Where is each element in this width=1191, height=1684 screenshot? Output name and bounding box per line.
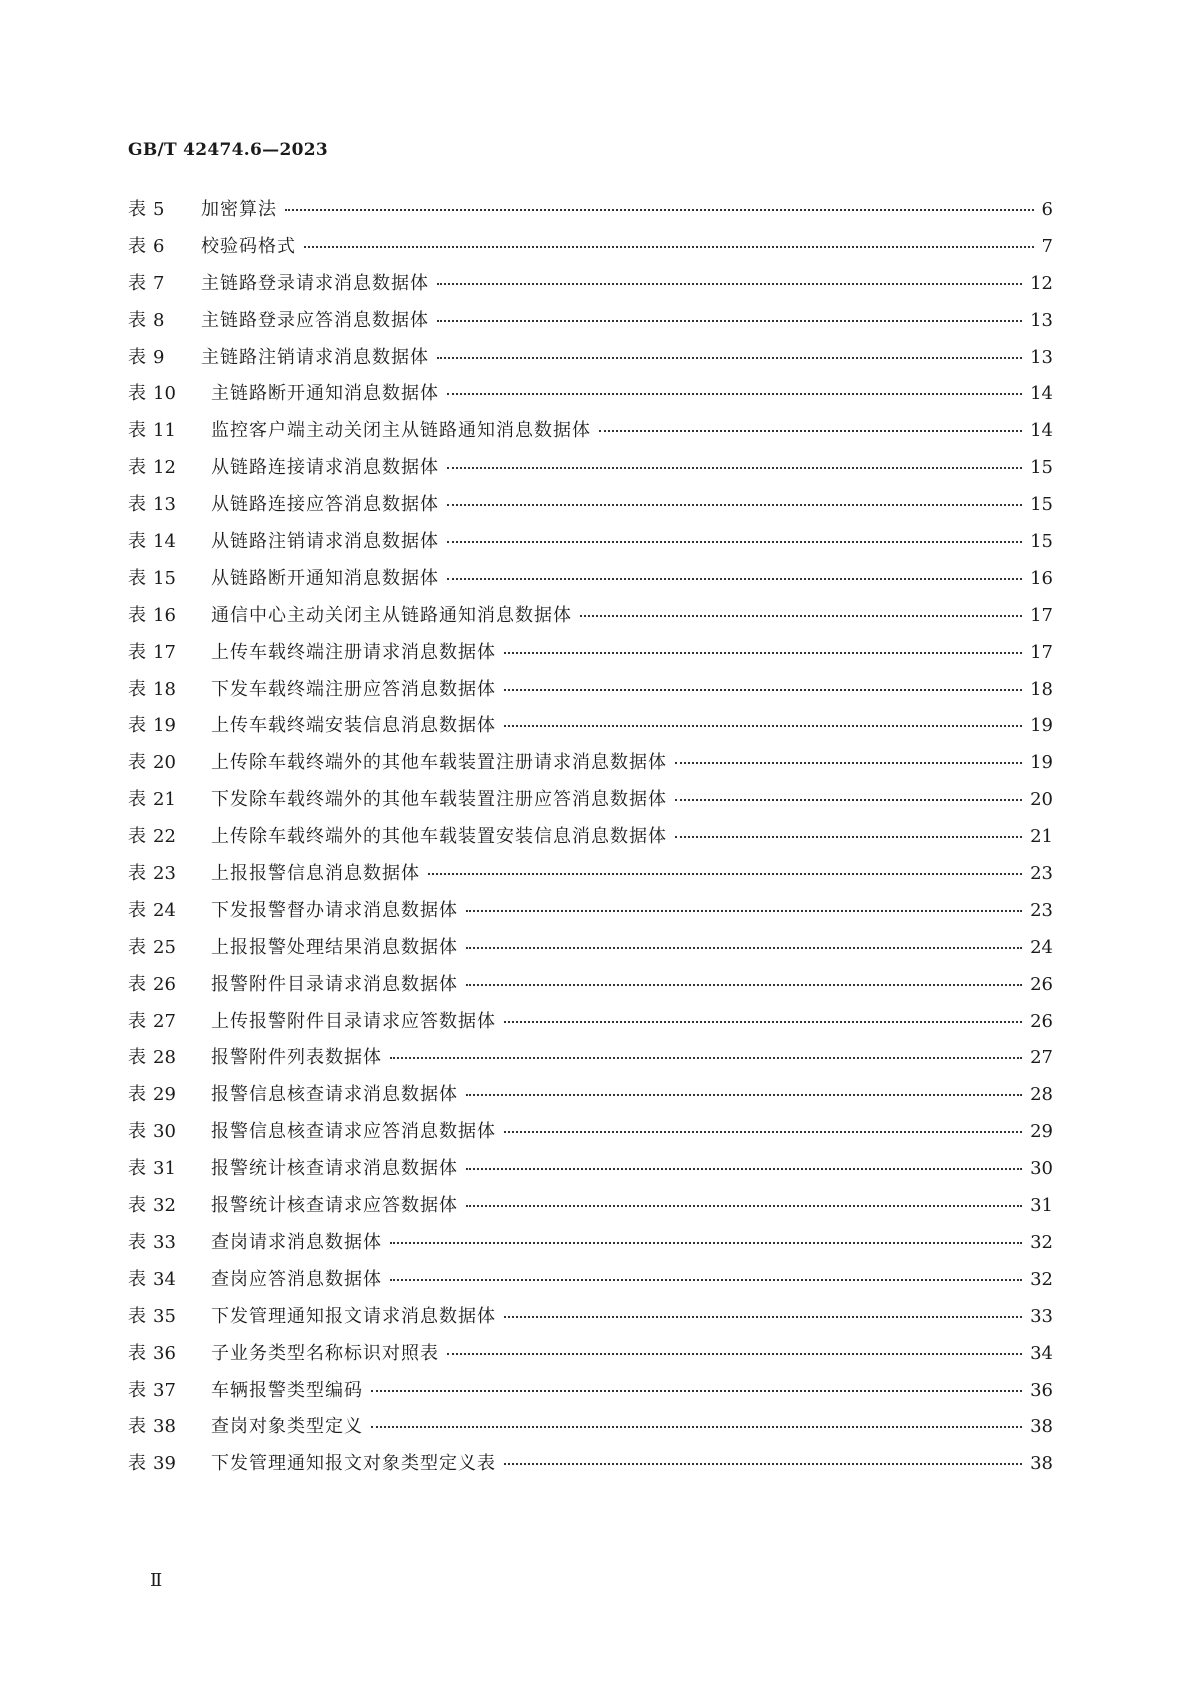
toc-entry[interactable] xyxy=(128,933,1053,970)
toc-entry-number: 9 xyxy=(153,346,165,368)
toc-entry-page: 19 xyxy=(1030,752,1053,774)
toc-entry-number: 5 xyxy=(153,199,165,220)
toc-entry-title: 主链路注销请求消息数据体 xyxy=(201,346,429,368)
toc-entry-page: 28 xyxy=(1030,1084,1053,1106)
toc-entry[interactable] xyxy=(128,1191,1053,1228)
toc-leader-dots xyxy=(504,1316,1022,1318)
toc-leader-dots xyxy=(675,799,1022,801)
toc-entry-number: 25 xyxy=(153,936,176,958)
toc-entry-prefix: 表 xyxy=(128,1047,147,1069)
toc-entry[interactable] xyxy=(128,490,1053,527)
toc-entry[interactable] xyxy=(128,343,1053,380)
toc-entry-page: 14 xyxy=(1030,383,1053,405)
toc-leader-dots xyxy=(447,504,1022,506)
toc-entry-title: 主链路登录应答消息数据体 xyxy=(201,309,429,331)
toc-entry[interactable] xyxy=(128,1154,1053,1191)
toc-leader-dots xyxy=(447,393,1022,395)
toc-leader-dots xyxy=(466,910,1022,912)
toc-leader-dots xyxy=(371,1426,1022,1428)
toc-entry-title: 上传车载终端安装信息消息数据体 xyxy=(211,715,496,737)
toc-entry-prefix: 表 xyxy=(128,715,147,737)
toc-entry-prefix: 表 xyxy=(128,346,147,368)
toc-entry-title: 查岗请求消息数据体 xyxy=(211,1231,382,1253)
toc-entry-title: 上传报警附件目录请求应答数据体 xyxy=(211,1010,496,1032)
toc-entry-page: 17 xyxy=(1030,641,1053,663)
toc-entry-number: 31 xyxy=(153,1158,176,1180)
toc-leader-dots xyxy=(504,1131,1022,1133)
toc-leader-dots xyxy=(304,246,1034,248)
toc-entry-prefix: 表 xyxy=(128,420,147,442)
toc-leader-dots xyxy=(437,320,1022,322)
toc-leader-dots xyxy=(447,578,1022,580)
toc-entry-prefix: 表 xyxy=(128,494,147,516)
toc-entry-number: 29 xyxy=(153,1084,176,1106)
toc-entry-prefix: 表 xyxy=(128,973,147,995)
toc-entry-title: 从链路连接应答消息数据体 xyxy=(211,494,439,516)
toc-entry-prefix: 表 xyxy=(128,1084,147,1106)
toc-leader-dots xyxy=(428,873,1022,875)
toc-entry[interactable] xyxy=(128,269,1053,306)
toc-entry-prefix: 表 xyxy=(128,1305,147,1327)
toc-entry-number: 7 xyxy=(153,272,165,294)
table-of-tables xyxy=(128,195,1053,1486)
toc-entry-prefix: 表 xyxy=(128,789,147,811)
toc-entry-page: 6 xyxy=(1041,199,1053,220)
toc-entry-number: 28 xyxy=(153,1047,176,1069)
toc-leader-dots xyxy=(466,984,1022,986)
toc-leader-dots xyxy=(504,689,1022,691)
toc-entry-title: 通信中心主动关闭主从链路通知消息数据体 xyxy=(211,604,572,626)
toc-entry[interactable] xyxy=(128,822,1053,859)
toc-leader-dots xyxy=(390,1057,1022,1059)
toc-entry-prefix: 表 xyxy=(128,309,147,331)
toc-entry-title: 查岗对象类型定义 xyxy=(211,1416,363,1438)
toc-entry-number: 35 xyxy=(153,1305,176,1327)
toc-leader-dots xyxy=(504,1021,1022,1023)
toc-leader-dots xyxy=(437,357,1022,359)
toc-entry-prefix: 表 xyxy=(128,1342,147,1364)
toc-entry-prefix: 表 xyxy=(128,457,147,479)
toc-entry-title: 从链路注销请求消息数据体 xyxy=(211,531,439,553)
toc-entry-page: 20 xyxy=(1030,789,1053,811)
toc-entry-number: 37 xyxy=(153,1379,176,1401)
toc-entry-number: 21 xyxy=(153,789,176,811)
toc-entry-page: 30 xyxy=(1030,1158,1053,1180)
toc-entry-number: 24 xyxy=(153,899,176,921)
toc-entry-number: 13 xyxy=(153,494,176,516)
toc-entry-page: 32 xyxy=(1030,1231,1053,1253)
toc-entry-page: 38 xyxy=(1030,1453,1053,1475)
toc-entry[interactable] xyxy=(128,1376,1053,1413)
toc-entry[interactable] xyxy=(128,1080,1053,1117)
toc-entry-title: 报警统计核查请求消息数据体 xyxy=(211,1158,458,1180)
toc-entry[interactable] xyxy=(128,675,1053,712)
toc-entry-prefix: 表 xyxy=(128,1416,147,1438)
toc-entry[interactable] xyxy=(128,711,1053,748)
toc-entry-title: 报警信息核查请求消息数据体 xyxy=(211,1084,458,1106)
toc-leader-dots xyxy=(466,1205,1022,1207)
toc-entry-page: 38 xyxy=(1030,1416,1053,1438)
toc-entry-number: 14 xyxy=(153,531,176,553)
toc-entry-number: 26 xyxy=(153,973,176,995)
toc-entry-page: 23 xyxy=(1030,899,1053,921)
toc-entry-prefix: 表 xyxy=(128,604,147,626)
toc-entry-title: 报警统计核查请求应答数据体 xyxy=(211,1195,458,1217)
toc-entry[interactable] xyxy=(128,601,1053,638)
toc-leader-dots xyxy=(675,762,1022,764)
toc-entry[interactable] xyxy=(128,195,1053,232)
toc-entry-page: 13 xyxy=(1030,346,1053,368)
toc-entry-page: 33 xyxy=(1030,1305,1053,1327)
toc-entry-number: 34 xyxy=(153,1268,176,1290)
toc-entry[interactable] xyxy=(128,306,1053,343)
toc-entry-prefix: 表 xyxy=(128,1453,147,1475)
toc-entry-title: 报警附件目录请求消息数据体 xyxy=(211,973,458,995)
toc-entry-page: 14 xyxy=(1030,420,1053,442)
toc-entry-page: 19 xyxy=(1030,715,1053,737)
toc-entry-title: 下发管理通知报文对象类型定义表 xyxy=(211,1453,496,1475)
toc-entry-page: 13 xyxy=(1030,309,1053,331)
toc-entry-title: 监控客户端主动关闭主从链路通知消息数据体 xyxy=(211,420,591,442)
toc-entry[interactable] xyxy=(128,564,1053,601)
toc-entry[interactable] xyxy=(128,416,1053,453)
toc-entry-page: 18 xyxy=(1030,678,1053,700)
toc-entry-number: 38 xyxy=(153,1416,176,1438)
toc-entry-page: 16 xyxy=(1030,567,1053,589)
toc-entry-title: 主链路断开通知消息数据体 xyxy=(211,383,439,405)
toc-entry-prefix: 表 xyxy=(128,936,147,958)
toc-entry[interactable] xyxy=(128,1117,1053,1154)
toc-entry-prefix: 表 xyxy=(128,1121,147,1143)
toc-leader-dots xyxy=(447,467,1022,469)
toc-entry[interactable] xyxy=(128,1302,1053,1339)
toc-entry-page: 26 xyxy=(1030,973,1053,995)
toc-entry-number: 19 xyxy=(153,715,176,737)
toc-entry-number: 33 xyxy=(153,1231,176,1253)
toc-leader-dots xyxy=(466,1168,1022,1170)
toc-entry-title: 上报报警处理结果消息数据体 xyxy=(211,936,458,958)
toc-entry-page: 21 xyxy=(1030,826,1053,848)
toc-entry[interactable] xyxy=(128,638,1053,675)
toc-entry-prefix: 表 xyxy=(128,567,147,589)
toc-entry[interactable] xyxy=(128,1265,1053,1302)
toc-entry-number: 39 xyxy=(153,1453,176,1475)
toc-entry[interactable] xyxy=(128,1007,1053,1044)
toc-entry-prefix: 表 xyxy=(128,199,147,220)
toc-entry-title: 从链路连接请求消息数据体 xyxy=(211,457,439,479)
toc-leader-dots xyxy=(390,1242,1022,1244)
toc-entry-number: 8 xyxy=(153,309,165,331)
toc-entry-page: 27 xyxy=(1030,1047,1053,1069)
toc-entry-number: 22 xyxy=(153,826,176,848)
toc-entry-title: 报警附件列表数据体 xyxy=(211,1047,382,1069)
toc-entry[interactable] xyxy=(128,896,1053,933)
toc-entry-number: 23 xyxy=(153,863,176,885)
toc-leader-dots xyxy=(504,1463,1022,1465)
toc-entry-page: 36 xyxy=(1030,1379,1053,1401)
toc-entry-prefix: 表 xyxy=(128,826,147,848)
toc-entry-page: 17 xyxy=(1030,604,1053,626)
toc-entry-page: 26 xyxy=(1030,1010,1053,1032)
toc-entry-page: 15 xyxy=(1030,457,1053,479)
toc-entry-prefix: 表 xyxy=(128,863,147,885)
toc-entry[interactable] xyxy=(128,232,1053,269)
toc-leader-dots xyxy=(466,947,1022,949)
toc-entry[interactable] xyxy=(128,1412,1053,1449)
toc-leader-dots xyxy=(504,725,1022,727)
toc-entry-number: 30 xyxy=(153,1121,176,1143)
toc-entry-title: 从链路断开通知消息数据体 xyxy=(211,567,439,589)
toc-entry-prefix: 表 xyxy=(128,899,147,921)
toc-entry-title: 查岗应答消息数据体 xyxy=(211,1268,382,1290)
toc-entry-page: 15 xyxy=(1030,531,1053,553)
toc-leader-dots xyxy=(285,209,1034,211)
toc-leader-dots xyxy=(437,283,1022,285)
toc-entry[interactable] xyxy=(128,379,1053,416)
toc-entry-number: 15 xyxy=(153,567,176,589)
toc-entry[interactable] xyxy=(128,527,1053,564)
toc-entry[interactable] xyxy=(128,1339,1053,1376)
toc-entry-number: 16 xyxy=(153,604,176,626)
toc-entry[interactable] xyxy=(128,1043,1053,1080)
toc-entry-page: 12 xyxy=(1030,272,1053,294)
toc-entry-number: 18 xyxy=(153,678,176,700)
toc-entry-title: 下发报警督办请求消息数据体 xyxy=(211,899,458,921)
toc-entry[interactable] xyxy=(128,859,1053,896)
toc-entry-page: 24 xyxy=(1030,936,1053,958)
toc-leader-dots xyxy=(466,1094,1022,1096)
toc-entry-prefix: 表 xyxy=(128,1379,147,1401)
toc-entry-prefix: 表 xyxy=(128,531,147,553)
toc-entry-page: 23 xyxy=(1030,863,1053,885)
toc-entry-prefix: 表 xyxy=(128,1158,147,1180)
toc-entry-number: 17 xyxy=(153,641,176,663)
toc-entry-page: 29 xyxy=(1030,1121,1053,1143)
toc-entry-prefix: 表 xyxy=(128,272,147,294)
toc-leader-dots xyxy=(447,541,1022,543)
toc-entry-number: 6 xyxy=(153,235,165,257)
toc-entry-prefix: 表 xyxy=(128,383,147,405)
toc-entry-title: 上传车载终端注册请求消息数据体 xyxy=(211,641,496,663)
standard-code-header: GB/T 42474.6—2023 xyxy=(128,140,328,160)
toc-entry-number: 32 xyxy=(153,1195,176,1217)
toc-entry-title: 下发除车载终端外的其他车载装置注册应答消息数据体 xyxy=(211,789,667,811)
toc-leader-dots xyxy=(580,615,1022,617)
page-number-footer: Ⅱ xyxy=(150,1570,163,1591)
toc-entry-number: 10 xyxy=(153,383,176,405)
toc-entry-number: 11 xyxy=(153,420,176,442)
toc-entry-number: 36 xyxy=(153,1342,176,1364)
toc-entry-title: 上传除车载终端外的其他车载装置注册请求消息数据体 xyxy=(211,752,667,774)
toc-entry[interactable] xyxy=(128,453,1053,490)
toc-entry-page: 7 xyxy=(1041,235,1053,257)
toc-entry-page: 32 xyxy=(1030,1268,1053,1290)
toc-entry-number: 27 xyxy=(153,1010,176,1032)
toc-entry[interactable] xyxy=(128,1449,1053,1486)
toc-entry-number: 20 xyxy=(153,752,176,774)
toc-entry-prefix: 表 xyxy=(128,1231,147,1253)
toc-leader-dots xyxy=(504,652,1022,654)
toc-entry-title: 报警信息核查请求应答消息数据体 xyxy=(211,1121,496,1143)
toc-entry-title: 上传除车载终端外的其他车载装置安装信息消息数据体 xyxy=(211,826,667,848)
toc-entry-title: 校验码格式 xyxy=(201,235,296,257)
toc-entry-title: 子业务类型名称标识对照表 xyxy=(211,1342,439,1364)
toc-leader-dots xyxy=(447,1353,1022,1355)
toc-entry[interactable] xyxy=(128,748,1053,785)
toc-entry[interactable] xyxy=(128,785,1053,822)
toc-entry-title: 下发车载终端注册应答消息数据体 xyxy=(211,678,496,700)
toc-entry-prefix: 表 xyxy=(128,1268,147,1290)
toc-entry-page: 31 xyxy=(1030,1195,1053,1217)
toc-entry[interactable] xyxy=(128,970,1053,1007)
toc-leader-dots xyxy=(599,430,1022,432)
toc-entry-prefix: 表 xyxy=(128,678,147,700)
toc-leader-dots xyxy=(371,1390,1022,1392)
toc-entry-page: 15 xyxy=(1030,494,1053,516)
toc-entry-title: 下发管理通知报文请求消息数据体 xyxy=(211,1305,496,1327)
toc-entry-title: 车辆报警类型编码 xyxy=(211,1379,363,1401)
toc-leader-dots xyxy=(390,1279,1022,1281)
toc-leader-dots xyxy=(675,836,1022,838)
toc-entry-title: 主链路登录请求消息数据体 xyxy=(201,272,429,294)
toc-entry-title: 加密算法 xyxy=(201,199,277,220)
toc-entry-prefix: 表 xyxy=(128,1195,147,1217)
toc-entry-prefix: 表 xyxy=(128,1010,147,1032)
toc-entry-prefix: 表 xyxy=(128,235,147,257)
toc-entry-title: 上报报警信息消息数据体 xyxy=(211,863,420,885)
toc-entry[interactable] xyxy=(128,1228,1053,1265)
toc-entry-prefix: 表 xyxy=(128,641,147,663)
toc-entry-page: 34 xyxy=(1030,1342,1053,1364)
toc-entry-number: 12 xyxy=(153,457,176,479)
toc-entry-prefix: 表 xyxy=(128,752,147,774)
